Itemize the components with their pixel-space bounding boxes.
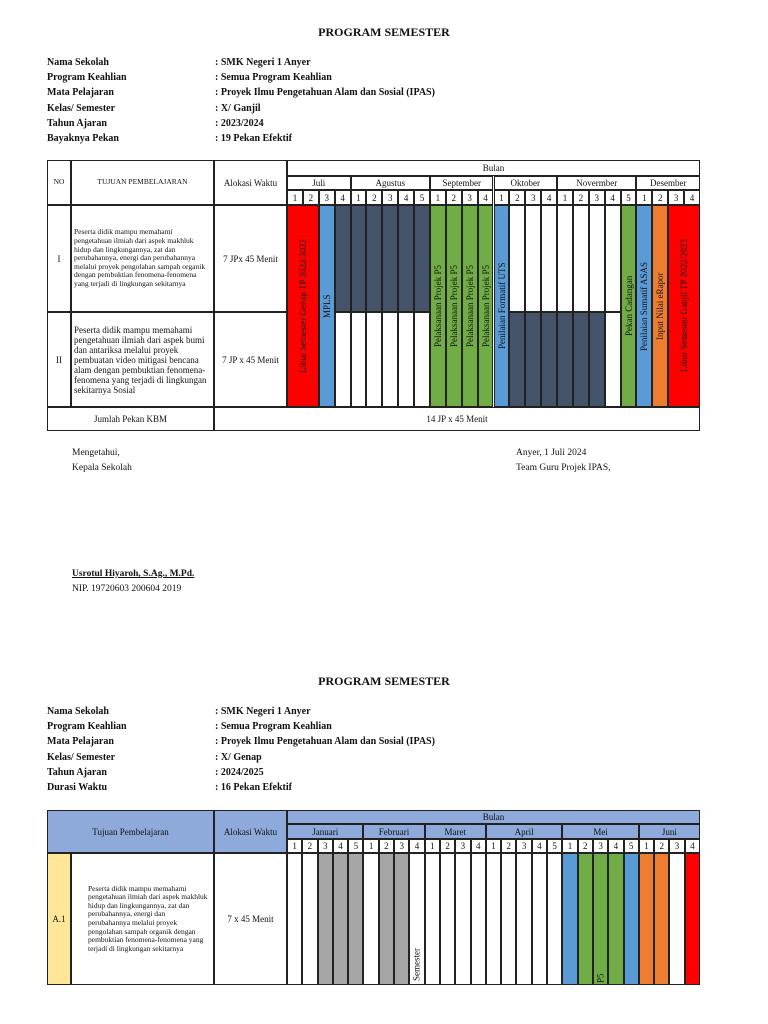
event-sumatif-asas: Penilaian Sumatif ASAS bbox=[639, 261, 650, 351]
schedule-cell bbox=[425, 853, 440, 985]
week-number: 1 bbox=[292, 841, 297, 851]
schedule-cell bbox=[578, 853, 593, 985]
week-number: 3 bbox=[399, 841, 404, 851]
event-projek-p5: Pelaksanaan Projek P5 bbox=[480, 265, 491, 347]
week-number: 1 bbox=[435, 192, 441, 203]
schedule-cell bbox=[394, 853, 409, 985]
doc1-info bbox=[47, 55, 435, 146]
row-no: A.1 bbox=[52, 914, 66, 924]
doc2-info-row bbox=[47, 719, 435, 734]
doc2-title: PROGRAM SEMESTER bbox=[318, 674, 450, 688]
week-number: 3 bbox=[521, 841, 527, 851]
doc1-info-label: Program Keahlian bbox=[47, 72, 127, 84]
week-number: 4 bbox=[610, 192, 615, 203]
week-number: 3 bbox=[674, 841, 680, 851]
week-number: 2 bbox=[445, 841, 450, 851]
doc1-info-label: Mata Pelajaran bbox=[47, 87, 114, 99]
week-number: 2 bbox=[451, 192, 457, 203]
doc2-info-label: Nama Sekolah bbox=[47, 706, 109, 717]
schedule-cell bbox=[302, 853, 317, 985]
doc2-info bbox=[47, 704, 435, 795]
week-number: 3 bbox=[387, 192, 393, 203]
row-alokasi: 7 x 45 Menit bbox=[227, 914, 274, 924]
schedule-cell bbox=[335, 312, 351, 407]
footer-label: Jumlah Pekan KBM bbox=[94, 414, 167, 424]
doc1-sign-left-line2: Kepala Sekolah bbox=[72, 463, 132, 473]
month-label: Januari bbox=[312, 826, 339, 837]
schedule-cell bbox=[589, 312, 605, 407]
schedule-cell bbox=[654, 853, 669, 985]
week-number: 5 bbox=[626, 192, 631, 203]
event-projek-p5: Pelaksanaan Projek P5 bbox=[464, 265, 475, 347]
month-label: Mei bbox=[593, 826, 608, 837]
month-label: Juli bbox=[312, 178, 326, 188]
week-number: 3 bbox=[598, 841, 603, 851]
doc1-sign-right-line1: Anyer, 1 Juli 2024 bbox=[516, 448, 587, 458]
event-pekan-cadangan: Pekan Cadangan bbox=[623, 275, 634, 337]
doc1-info-value: : SMK Negeri 1 Anyer bbox=[215, 57, 311, 68]
header-tujuan: TUJUAN PEMBELAJARAN bbox=[97, 177, 188, 187]
schedule-cell bbox=[608, 853, 623, 985]
schedule-cell bbox=[509, 312, 525, 407]
schedule-cell bbox=[605, 205, 621, 312]
schedule-cell bbox=[547, 853, 562, 985]
week-number: 2 bbox=[307, 841, 313, 851]
week-number: 1 bbox=[567, 841, 573, 851]
week-number: 1 bbox=[491, 841, 496, 851]
doc2-info-label: Tahun Ajaran bbox=[47, 766, 107, 778]
header-alokasi: Alokasi Waktu bbox=[223, 826, 278, 837]
week-number: 4 bbox=[475, 841, 481, 851]
schedule-cell bbox=[573, 205, 589, 312]
doc1-info-value: : 19 Pekan Efektif bbox=[215, 133, 292, 145]
month-label: Oktober bbox=[510, 178, 541, 188]
week-number: 1 bbox=[642, 192, 647, 203]
month-label: Novermber bbox=[576, 178, 618, 188]
doc2-info-label: Durasi Waktu bbox=[47, 782, 108, 794]
week-number: 3 bbox=[673, 192, 679, 203]
event-libur-genap: Libur Semester Genap TP 2022/2023 bbox=[297, 239, 308, 373]
doc1-info-row bbox=[47, 131, 435, 146]
schedule-cell bbox=[455, 853, 470, 985]
week-number: 4 bbox=[689, 192, 695, 203]
schedule-cell bbox=[351, 205, 367, 312]
week-number: 4 bbox=[690, 841, 695, 851]
doc1-info-value: : X/ Ganjil bbox=[215, 102, 261, 114]
week-number: 2 bbox=[515, 192, 520, 203]
week-number: 1 bbox=[356, 192, 361, 203]
schedule-cell bbox=[287, 853, 302, 985]
doc2-info-value: : X/ Genap bbox=[215, 751, 262, 763]
week-number: 4 bbox=[403, 192, 409, 203]
doc1-info-label: Kelas/ Semester bbox=[47, 102, 116, 114]
header-no: NO bbox=[53, 177, 65, 187]
doc1-info-value: : 2023/2024 bbox=[215, 117, 264, 129]
week-number: 2 bbox=[658, 192, 663, 203]
row-alokasi: 7 JPx 45 Menit bbox=[223, 253, 278, 264]
row-tujuan: Peserta didik mampu memahami pengetahuan ilmiah dari aspek bumi dan antariksa melalui proyek pembuatan video mitigasi bencana alam dengan pembuktian fenomena-fenomena yang terjadi di lingkungan sekitarnya Sosial bbox=[74, 324, 207, 395]
month-label: Februari bbox=[378, 826, 410, 837]
week-number: 3 bbox=[467, 192, 472, 203]
doc1-info-value: : Semua Program Keahlian bbox=[215, 72, 332, 84]
doc2-info-row bbox=[47, 765, 435, 780]
week-number: 1 bbox=[292, 192, 298, 203]
schedule-cell bbox=[532, 853, 547, 985]
doc1-info-row bbox=[47, 70, 435, 85]
week-number: 3 bbox=[594, 192, 599, 203]
doc2-info-value: : 16 Pekan Efektif bbox=[215, 782, 292, 794]
schedule-cell bbox=[541, 205, 557, 312]
doc1-info-label: Bayaknya Pekan bbox=[47, 133, 119, 145]
month-label: Desember bbox=[649, 178, 687, 188]
week-number: 4 bbox=[537, 841, 542, 851]
doc1-principal-name: Usrotul Hiyaroh, S.Ag., M.Pd. bbox=[72, 569, 195, 579]
week-number: 2 bbox=[578, 192, 584, 203]
doc1-info-row bbox=[47, 55, 435, 70]
week-number: 4 bbox=[546, 192, 552, 203]
month-label: April bbox=[514, 826, 534, 837]
week-number: 2 bbox=[372, 192, 377, 203]
week-number: 4 bbox=[483, 192, 488, 203]
week-number: 1 bbox=[562, 192, 568, 203]
event-p5-partial: P5 bbox=[595, 973, 606, 983]
week-number: 5 bbox=[419, 192, 425, 203]
month-label: Juni bbox=[661, 826, 677, 837]
month-label: Maret bbox=[444, 826, 466, 837]
week-number: 2 bbox=[583, 841, 588, 851]
event-mpls: MPLS bbox=[321, 294, 332, 318]
event-projek-p5: Pelaksanaan Projek P5 bbox=[448, 265, 459, 347]
schedule-cell bbox=[525, 205, 541, 312]
doc1-sign-right-line2: Team Guru Projek IPAS, bbox=[516, 463, 611, 473]
doc1-info-row bbox=[47, 116, 435, 131]
header-bulan: Bulan bbox=[482, 812, 505, 822]
doc1-info-label: Tahun Ajaran bbox=[47, 117, 107, 129]
week-number: 3 bbox=[322, 841, 328, 851]
schedule-cell bbox=[624, 853, 639, 985]
week-number: 4 bbox=[338, 841, 343, 851]
doc2-info-value: : 2024/2025 bbox=[215, 766, 264, 778]
week-number: 2 bbox=[659, 841, 664, 851]
week-number: 3 bbox=[324, 192, 329, 203]
week-number: 2 bbox=[384, 841, 389, 851]
schedule-cell bbox=[501, 853, 516, 985]
header-bulan: Bulan bbox=[482, 163, 505, 173]
week-number: 4 bbox=[613, 841, 619, 851]
week-number: 3 bbox=[530, 192, 536, 203]
week-number: 1 bbox=[430, 841, 435, 851]
doc1-principal-nip: NIP. 19720603 200604 2019 bbox=[72, 584, 182, 594]
schedule-cell bbox=[382, 312, 398, 407]
schedule-cell bbox=[562, 853, 577, 985]
doc1-title: PROGRAM SEMESTER bbox=[318, 25, 450, 39]
schedule-cell bbox=[541, 312, 557, 407]
week-number: 1 bbox=[499, 192, 504, 203]
week-number: 5 bbox=[552, 841, 557, 851]
event-libur-ganjil: Libur Semester Ganjil TP 2022/2023 bbox=[679, 239, 690, 373]
row-no: I bbox=[57, 253, 61, 264]
schedule-cell bbox=[471, 853, 486, 985]
schedule-cell bbox=[398, 312, 414, 407]
doc2-info-label: Program Keahlian bbox=[47, 721, 127, 733]
month-label: Agustus bbox=[375, 178, 405, 188]
doc1-info-row bbox=[47, 85, 435, 100]
schedule-cell bbox=[486, 853, 501, 985]
event-formatif-uts: Penilaian Formatif UTS bbox=[496, 262, 507, 350]
schedule-cell bbox=[335, 205, 351, 312]
doc2-info-label: Mata Pelajaran bbox=[47, 736, 114, 748]
event-semester-partial: Semester bbox=[412, 948, 422, 982]
doc2-info-row bbox=[47, 780, 435, 795]
doc1-info-row bbox=[47, 101, 435, 116]
schedule-cell bbox=[379, 853, 394, 985]
week-number: 5 bbox=[628, 841, 634, 851]
week-number: 4 bbox=[340, 192, 345, 203]
doc2-info-value: : SMK Negeri 1 Anyer bbox=[215, 706, 311, 717]
doc2-info-row bbox=[47, 734, 435, 749]
schedule-cell bbox=[685, 853, 700, 985]
schedule-cell bbox=[348, 853, 363, 985]
row-tujuan: Peserta didik mampu memahami pengetahuan ilmiah dari aspek makhluk hidup dan lingkungannya, zat dan perubahannya, energi dan perubahannya melalui proyek pengolahan sampah organik dengan pembuktian fenomena-fenomena yang terjadi di lingkungan sekitarnya bbox=[88, 883, 208, 953]
row-alokasi: 7 JP x 45 Menit bbox=[222, 354, 279, 365]
event-projek-p5: Pelaksanaan Projek P5 bbox=[432, 265, 443, 347]
schedule-cell bbox=[398, 205, 414, 312]
header-alokasi: Alokasi Waktu bbox=[223, 177, 278, 188]
schedule-cell bbox=[509, 205, 525, 312]
doc2-info-value: : Proyek Ilmu Pengetahuan Alam dan Sosial (IPAS) bbox=[215, 736, 435, 748]
row-no: II bbox=[56, 354, 62, 365]
week-number: 2 bbox=[308, 192, 314, 203]
schedule-cell bbox=[557, 312, 573, 407]
schedule-cell bbox=[557, 205, 573, 312]
footer-value: 14 JP x 45 Menit bbox=[426, 414, 488, 424]
week-number: 4 bbox=[414, 841, 420, 851]
doc1-sign-left-line1: Mengetahui, bbox=[72, 448, 120, 458]
doc2-info-label: Kelas/ Semester bbox=[47, 751, 116, 763]
schedule-cell bbox=[440, 853, 455, 985]
schedule-cell bbox=[366, 205, 382, 312]
week-number: 3 bbox=[460, 841, 466, 851]
schedule-cell bbox=[669, 853, 684, 985]
schedule-cell bbox=[363, 853, 378, 985]
schedule-cell bbox=[333, 853, 348, 985]
header-tujuan: Tujuan Pembelajaran bbox=[92, 826, 169, 837]
month-label: September bbox=[442, 178, 481, 188]
week-number: 1 bbox=[368, 841, 374, 851]
week-number: 1 bbox=[644, 841, 649, 851]
schedule-cell bbox=[605, 312, 621, 407]
doc2-info-row bbox=[47, 750, 435, 765]
doc2-info-row bbox=[47, 704, 435, 719]
schedule-cell bbox=[639, 853, 654, 985]
row-tujuan: Peserta didik mampu memahami pengetahuan ilmiah dari aspek makhluk hidup dan lingkungannya, zat dan perubahannya, energi dan perubahannya melalui proyek pengolahan sampah organik dengan pembuktian fenomena-fenomena yang terjadi di lingkungan sekitarnya bbox=[74, 227, 206, 288]
schedule-cell bbox=[516, 853, 531, 985]
week-number: 2 bbox=[506, 841, 512, 851]
doc1-info-label: Nama Sekolah bbox=[47, 57, 109, 68]
week-number: 5 bbox=[353, 841, 359, 851]
doc1-info-value: : Proyek Ilmu Pengetahuan Alam dan Sosial (IPAS) bbox=[215, 87, 435, 99]
schedule-cell bbox=[414, 312, 430, 407]
event-input-erapor: Input Nilai eRapor bbox=[655, 272, 666, 340]
schedule-cell bbox=[593, 853, 608, 985]
doc2-info-value: : Semua Program Keahlian bbox=[215, 721, 332, 733]
schedule-cell bbox=[366, 312, 382, 407]
schedule-cell bbox=[382, 205, 398, 312]
schedule-cell bbox=[573, 312, 589, 407]
schedule-cell bbox=[351, 312, 367, 407]
schedule-cell bbox=[318, 853, 333, 985]
schedule-cell bbox=[414, 205, 430, 312]
schedule-cell bbox=[589, 205, 605, 312]
schedule-cell bbox=[525, 312, 541, 407]
